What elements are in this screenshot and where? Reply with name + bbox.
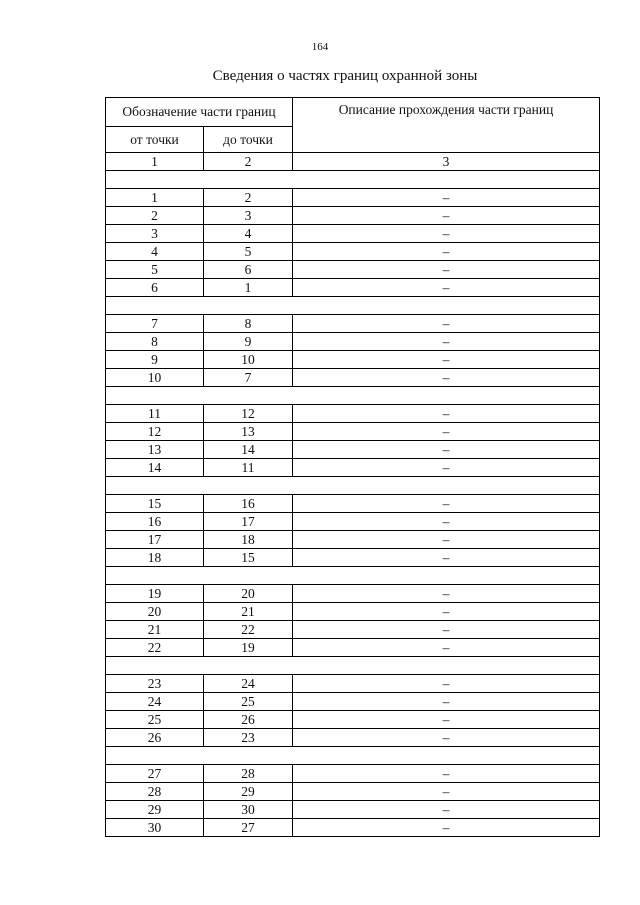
from-point-cell: 5 bbox=[106, 261, 204, 279]
from-point-cell: 28 bbox=[106, 783, 204, 801]
to-point-cell: 21 bbox=[204, 603, 293, 621]
document-title: Сведения о частях границ охранной зоны bbox=[212, 68, 478, 84]
to-point-cell: 29 bbox=[204, 783, 293, 801]
group-separator-row bbox=[106, 387, 600, 405]
from-point-cell: 20 bbox=[106, 603, 204, 621]
group-separator-row bbox=[106, 567, 600, 585]
to-point-cell: 5 bbox=[204, 243, 293, 261]
to-point-cell: 9 bbox=[204, 333, 293, 351]
to-point-cell: 8 bbox=[204, 315, 293, 333]
from-point-cell: 1 bbox=[106, 189, 204, 207]
description-cell: – bbox=[293, 783, 600, 801]
from-point-cell: 13 bbox=[106, 441, 204, 459]
table-row bbox=[106, 675, 600, 693]
to-point-cell: 3 bbox=[204, 207, 293, 225]
description-cell: – bbox=[293, 207, 600, 225]
separator-cell bbox=[106, 387, 600, 405]
description-cell: – bbox=[293, 603, 600, 621]
to-point-cell: 15 bbox=[204, 549, 293, 567]
to-point-cell: 28 bbox=[204, 765, 293, 783]
description-cell: – bbox=[293, 495, 600, 513]
from-point-cell: 2 bbox=[106, 207, 204, 225]
header-from-cell: от точки bbox=[106, 127, 204, 153]
description-cell: – bbox=[293, 459, 600, 477]
table-row bbox=[106, 819, 600, 837]
table-row bbox=[106, 441, 600, 459]
from-point-cell: 26 bbox=[106, 729, 204, 747]
table-row bbox=[106, 351, 600, 369]
col-number-cell: 3 bbox=[293, 153, 600, 171]
table-row bbox=[106, 405, 600, 423]
header-row bbox=[106, 98, 600, 127]
description-cell: – bbox=[293, 243, 600, 261]
description-cell: – bbox=[293, 279, 600, 297]
table-row bbox=[106, 783, 600, 801]
to-point-cell: 30 bbox=[204, 801, 293, 819]
from-point-cell: 17 bbox=[106, 531, 204, 549]
table-body bbox=[106, 98, 600, 837]
description-cell: – bbox=[293, 639, 600, 657]
page-number: 164 bbox=[311, 41, 329, 53]
description-cell: – bbox=[293, 423, 600, 441]
to-point-cell: 27 bbox=[204, 819, 293, 837]
group-separator-row bbox=[106, 297, 600, 315]
to-point-cell: 25 bbox=[204, 693, 293, 711]
from-point-cell: 24 bbox=[106, 693, 204, 711]
to-point-cell: 17 bbox=[204, 513, 293, 531]
to-point-cell: 12 bbox=[204, 405, 293, 423]
boundary-parts-table bbox=[105, 97, 600, 837]
description-cell: – bbox=[293, 675, 600, 693]
group-separator-row bbox=[106, 657, 600, 675]
description-cell: – bbox=[293, 189, 600, 207]
description-cell: – bbox=[293, 693, 600, 711]
table-row bbox=[106, 189, 600, 207]
table-row bbox=[106, 369, 600, 387]
to-point-cell: 4 bbox=[204, 225, 293, 243]
to-point-cell: 22 bbox=[204, 621, 293, 639]
to-point-cell: 18 bbox=[204, 531, 293, 549]
description-cell: – bbox=[293, 441, 600, 459]
table-row bbox=[106, 225, 600, 243]
separator-cell bbox=[106, 567, 600, 585]
table-row bbox=[106, 585, 600, 603]
table-row bbox=[106, 549, 600, 567]
description-cell: – bbox=[293, 819, 600, 837]
to-point-cell: 19 bbox=[204, 639, 293, 657]
to-point-cell: 24 bbox=[204, 675, 293, 693]
description-cell: – bbox=[293, 225, 600, 243]
separator-cell bbox=[106, 477, 600, 495]
to-point-cell: 14 bbox=[204, 441, 293, 459]
table-row bbox=[106, 423, 600, 441]
to-point-cell: 11 bbox=[204, 459, 293, 477]
description-cell: – bbox=[293, 585, 600, 603]
description-cell: – bbox=[293, 513, 600, 531]
table-row bbox=[106, 513, 600, 531]
from-point-cell: 3 bbox=[106, 225, 204, 243]
to-point-cell: 13 bbox=[204, 423, 293, 441]
table-row bbox=[106, 261, 600, 279]
from-point-cell: 8 bbox=[106, 333, 204, 351]
to-point-cell: 26 bbox=[204, 711, 293, 729]
description-cell: – bbox=[293, 531, 600, 549]
table-row bbox=[106, 279, 600, 297]
col-number-cell: 1 bbox=[106, 153, 204, 171]
from-point-cell: 4 bbox=[106, 243, 204, 261]
from-point-cell: 16 bbox=[106, 513, 204, 531]
header-to-cell: до точки bbox=[204, 127, 293, 153]
separator-cell bbox=[106, 747, 600, 765]
description-cell: – bbox=[293, 369, 600, 387]
to-point-cell: 20 bbox=[204, 585, 293, 603]
to-point-cell: 1 bbox=[204, 279, 293, 297]
from-point-cell: 18 bbox=[106, 549, 204, 567]
to-point-cell: 6 bbox=[204, 261, 293, 279]
table-row bbox=[106, 207, 600, 225]
table-row bbox=[106, 729, 600, 747]
from-point-cell: 9 bbox=[106, 351, 204, 369]
from-point-cell: 22 bbox=[106, 639, 204, 657]
from-point-cell: 11 bbox=[106, 405, 204, 423]
from-point-cell: 14 bbox=[106, 459, 204, 477]
separator-cell bbox=[106, 171, 600, 189]
to-point-cell: 10 bbox=[204, 351, 293, 369]
description-cell: – bbox=[293, 405, 600, 423]
from-point-cell: 27 bbox=[106, 765, 204, 783]
to-point-cell: 2 bbox=[204, 189, 293, 207]
table-row bbox=[106, 801, 600, 819]
description-cell: – bbox=[293, 765, 600, 783]
description-cell: – bbox=[293, 729, 600, 747]
column-number-row bbox=[106, 153, 600, 171]
from-point-cell: 10 bbox=[106, 369, 204, 387]
to-point-cell: 7 bbox=[204, 369, 293, 387]
table-row bbox=[106, 243, 600, 261]
from-point-cell: 7 bbox=[106, 315, 204, 333]
separator-cell bbox=[106, 297, 600, 315]
description-cell: – bbox=[293, 333, 600, 351]
description-cell: – bbox=[293, 801, 600, 819]
group-separator-row bbox=[106, 747, 600, 765]
from-point-cell: 6 bbox=[106, 279, 204, 297]
from-point-cell: 25 bbox=[106, 711, 204, 729]
header-desc-cell: Описание прохождения части границ bbox=[293, 98, 600, 153]
to-point-cell: 23 bbox=[204, 729, 293, 747]
header-group-cell: Обозначение части границ bbox=[106, 98, 293, 127]
from-point-cell: 23 bbox=[106, 675, 204, 693]
table-row bbox=[106, 639, 600, 657]
separator-cell bbox=[106, 657, 600, 675]
from-point-cell: 15 bbox=[106, 495, 204, 513]
table-row bbox=[106, 333, 600, 351]
description-cell: – bbox=[293, 711, 600, 729]
description-cell: – bbox=[293, 351, 600, 369]
table-row bbox=[106, 711, 600, 729]
from-point-cell: 19 bbox=[106, 585, 204, 603]
table-row bbox=[106, 603, 600, 621]
table-row bbox=[106, 765, 600, 783]
table-row bbox=[106, 693, 600, 711]
description-cell: – bbox=[293, 261, 600, 279]
table-row bbox=[106, 459, 600, 477]
table-row bbox=[106, 495, 600, 513]
from-point-cell: 12 bbox=[106, 423, 204, 441]
table-row bbox=[106, 531, 600, 549]
from-point-cell: 21 bbox=[106, 621, 204, 639]
group-separator-row bbox=[106, 171, 600, 189]
description-cell: – bbox=[293, 549, 600, 567]
group-separator-row bbox=[106, 477, 600, 495]
description-cell: – bbox=[293, 621, 600, 639]
to-point-cell: 16 bbox=[204, 495, 293, 513]
table-row bbox=[106, 621, 600, 639]
from-point-cell: 29 bbox=[106, 801, 204, 819]
description-cell: – bbox=[293, 315, 600, 333]
col-number-cell: 2 bbox=[204, 153, 293, 171]
table-row bbox=[106, 315, 600, 333]
from-point-cell: 30 bbox=[106, 819, 204, 837]
